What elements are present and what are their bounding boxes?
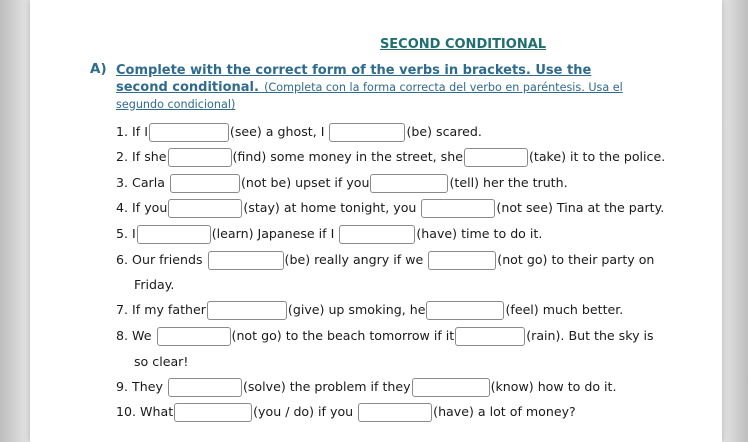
exercise-number: 3. xyxy=(116,175,129,190)
exercise-9 xyxy=(116,375,616,399)
exercise-7 xyxy=(116,298,623,322)
answer-blank[interactable] xyxy=(157,327,231,346)
exercise-text: (have) time to do it. xyxy=(416,226,543,241)
exercise-text: They xyxy=(132,379,163,394)
answer-blank[interactable] xyxy=(426,301,504,320)
exercise-text: (feel) much better. xyxy=(505,302,624,317)
exercise-text: (take) it to the police. xyxy=(528,149,666,164)
answer-blank[interactable] xyxy=(370,174,448,193)
exercise-text: (rain). But the sky is xyxy=(526,328,654,343)
instruction-english: Complete with the correct form of the verbs in brackets. Use the second conditional. xyxy=(116,63,592,95)
exercise-text: (find) some money in the street, she xyxy=(232,149,463,164)
exercise-text: (know) how to do it. xyxy=(490,379,617,394)
section-letter: A) xyxy=(90,61,107,77)
answer-blank[interactable] xyxy=(428,251,496,270)
answer-blank[interactable] xyxy=(168,199,242,218)
exercise-text: (tell) her the truth. xyxy=(449,175,568,190)
exercise-text: (not see) Tina at the party. xyxy=(496,200,665,215)
exercise-text: (give) up smoking, he xyxy=(287,302,426,317)
answer-blank[interactable] xyxy=(455,327,525,346)
answer-blank[interactable] xyxy=(412,378,490,397)
exercise-text: (not be) upset if you xyxy=(240,175,370,190)
answer-blank[interactable] xyxy=(208,251,284,270)
worksheet-page xyxy=(30,0,722,442)
exercise-10 xyxy=(116,400,576,424)
exercise-text: If I xyxy=(132,124,148,139)
answer-blank[interactable] xyxy=(168,148,232,167)
exercise-text: Carla xyxy=(132,175,165,190)
exercise-number: 10. xyxy=(116,404,137,419)
exercise-number: 1. xyxy=(116,124,129,139)
right-edge-shadow xyxy=(722,0,748,442)
exercise-number: 5. xyxy=(116,226,129,241)
exercise-text: (solve) the problem if they xyxy=(242,379,411,394)
exercise-number: 9. xyxy=(116,379,129,394)
exercise-6 xyxy=(116,248,654,272)
answer-blank[interactable] xyxy=(168,378,242,397)
exercise-text: (not go) to their party on xyxy=(497,252,655,267)
exercise-number: 4. xyxy=(116,200,129,215)
answer-blank[interactable] xyxy=(358,403,432,422)
answer-blank[interactable] xyxy=(339,225,415,244)
exercise-text: (be) really angry if we xyxy=(284,252,424,267)
exercise-1 xyxy=(116,120,482,144)
exercise-8 xyxy=(116,324,654,348)
exercise-text: (stay) at home tonight, you xyxy=(243,200,417,215)
exercise-number: 7. xyxy=(116,302,129,317)
exercise-number: 2. xyxy=(116,149,129,164)
exercise-text: If my father xyxy=(132,302,206,317)
answer-blank[interactable] xyxy=(170,174,240,193)
answer-blank[interactable] xyxy=(464,148,528,167)
exercise-text: (you / do) if you xyxy=(253,404,354,419)
exercise-2 xyxy=(116,145,665,169)
exercise-text: If she xyxy=(132,149,167,164)
left-edge-shadow xyxy=(0,0,30,442)
instruction-spanish: (Completa con la forma correcta del verbo en paréntesis. Usa el segundo condicional) xyxy=(116,81,623,111)
exercise-text: I xyxy=(132,226,136,241)
exercise-text: If you xyxy=(132,200,168,215)
section-instruction xyxy=(116,61,636,112)
answer-blank[interactable] xyxy=(137,225,211,244)
exercise-text: What xyxy=(140,404,174,419)
exercise-5 xyxy=(116,222,542,246)
exercise-number: 6. xyxy=(116,252,129,267)
answer-blank[interactable] xyxy=(329,123,405,142)
answer-blank[interactable] xyxy=(207,301,287,320)
exercise-4 xyxy=(116,196,664,220)
answer-blank[interactable] xyxy=(421,199,495,218)
exercise-number: 8. xyxy=(116,328,129,343)
page-title: SECOND CONDITIONAL xyxy=(379,37,547,52)
exercise-6-continuation: Friday. xyxy=(134,277,175,292)
exercise-text: Our friends xyxy=(132,252,203,267)
answer-blank[interactable] xyxy=(149,123,229,142)
exercise-text: (see) a ghost, I xyxy=(229,124,325,139)
page-title-wrap xyxy=(30,33,722,52)
exercise-text: (be) scared. xyxy=(406,124,482,139)
exercise-8-continuation: so clear! xyxy=(134,354,189,369)
answer-blank[interactable] xyxy=(174,403,252,422)
exercise-text: (learn) Japanese if I xyxy=(211,226,335,241)
exercise-text: We xyxy=(132,328,152,343)
exercise-3 xyxy=(116,171,568,195)
exercise-text: (have) a lot of money? xyxy=(433,404,576,419)
exercise-text: (not go) to the beach tomorrow if it xyxy=(231,328,455,343)
